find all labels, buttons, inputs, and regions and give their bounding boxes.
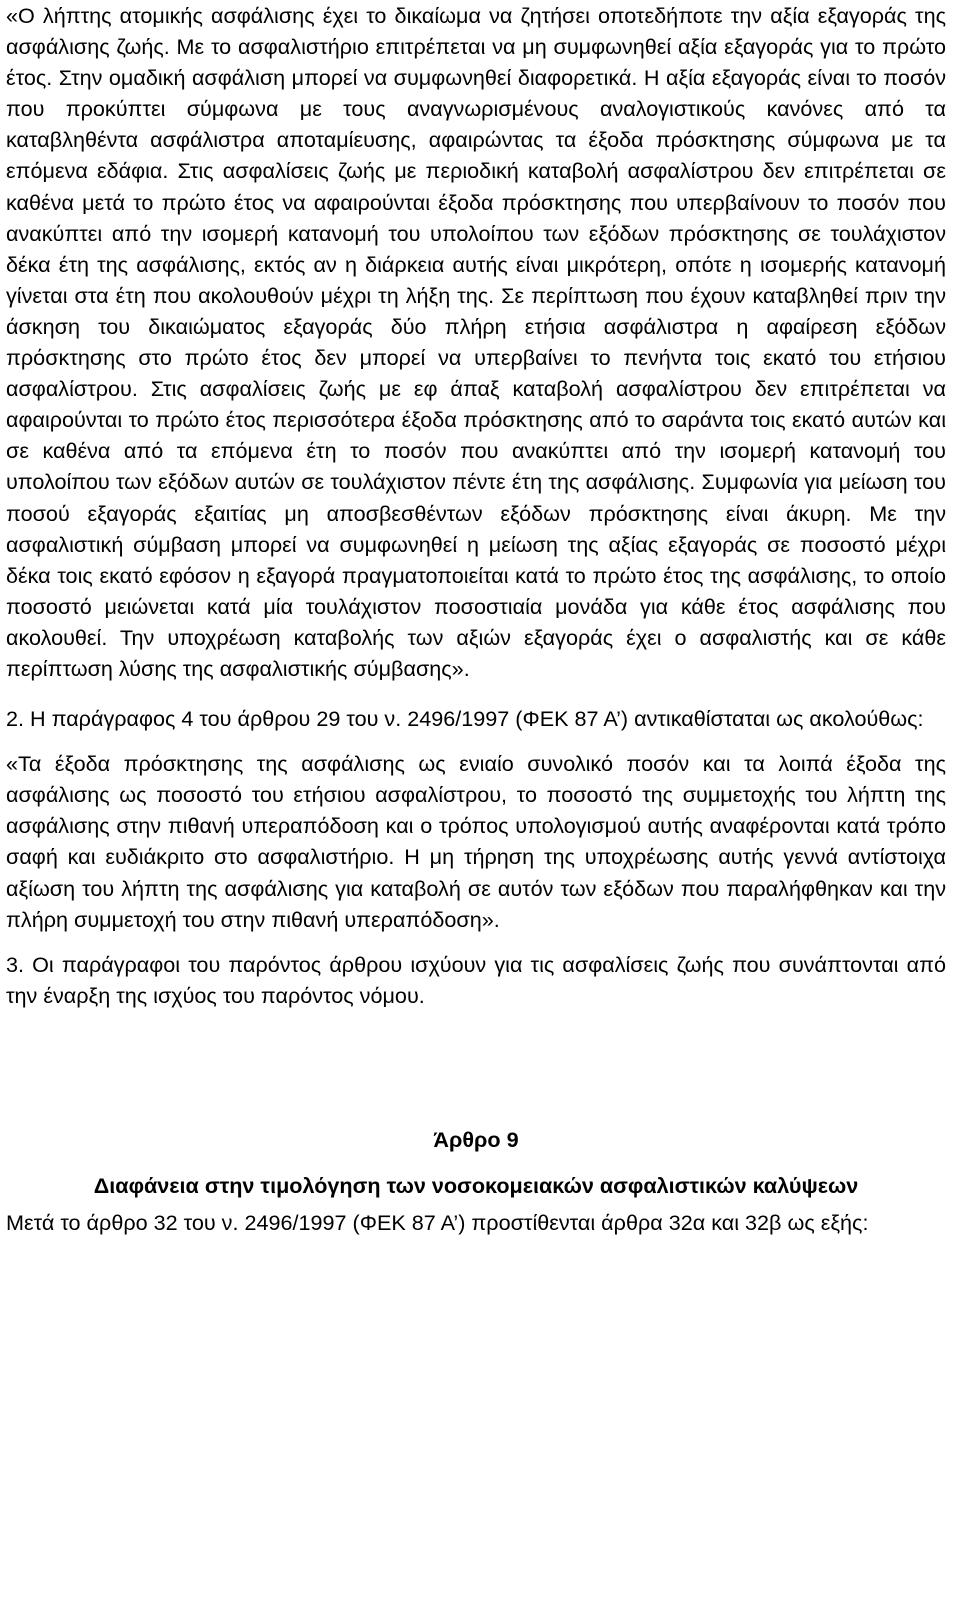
paragraph-acquisition-costs: «Τα έξοδα πρόσκτησης της ασφάλισης ως ενιαίο συνολικό ποσόν και τα λοιπά έξοδα της ασφάλισης ως ποσοστό του ετήσιου ασφαλίστρου, το ποσοστό της συμμετοχής του λήπτη της ασφάλισης στην πιθανή υπεραπόδοση και ο τρόπος υπολογισμού αυτής αναφέρονται κατά τρόπο σαφή και ευδιάκριτο στο ασφαλιστήριο. Η μη τήρηση της υποχρέωσης αυτής γεννά αντίστοιχα αξίωση του λήπτη της ασφάλισης για καταβολή σε αυτόν των εξόδων που παραλήφθηκαν και την πλήρη συμμετοχή του στην πιθανή υπεραπόδοση». — [6, 751, 946, 932]
paragraph-item-3: 3. Οι παράγραφοι του παρόντος άρθρου ισχύουν για τις ασφαλίσεις ζωής που συνάπτονται από την έναρξη της ισχύος του παρόντος νόμου. — [6, 951, 946, 1008]
paragraph-surrender-value: «Ο λήπτης ατομικής ασφάλισης έχει το δικαίωμα να ζητήσει οποτεδήποτε την αξία εξαγοράς της ασφάλισης ζωής. Με το ασφαλιστήριο επιτρέπεται να μη συμφωνηθεί αξία εξαγοράς για το πρώτο έτος. Στην ομαδική ασφάλιση μπορεί να συμφωνηθεί διαφορετικά. Η αξία εξαγοράς είναι το ποσόν που προκύπτει σύμφωνα με τους αναγνωρισμένους αναλογιστικούς κανόνες από τα καταβληθέντα ασφάλιστρα αποταμίευσης, αφαιρώντας τα έξοδα πρόσκτησης σύμφωνα με τα επόμενα εδάφια. Στις ασφαλίσεις ζωής με περιοδική καταβολή ασφαλίστρου δεν επιτρέπεται σε καθένα μετά το πρώτο έτος να αφαιρούνται έξοδα πρόσκτησης που υπερβαίνουν το ποσόν που ανακύπτει από την ισομερή κατανομή του υπολοίπου των εξόδων πρόσκτησης σε τουλάχιστον δέκα έτη της ασφάλισης, εκτός αν η διάρκεια αυτής είναι μικρότερη, οπότε η ισομερής κατανομή γίνεται στα έτη που ακολουθούν μέχρι τη λήξη της. Σε περίπτωση που έχουν καταβληθεί πριν την άσκηση του δικαιώματος εξαγοράς δύο πλήρη ετήσια ασφάλιστρα η αφαίρεση εξόδων πρόσκτησης στο πρώτο έτος δεν μπορεί να υπερβαίνει το πενήντα τοις εκατό του ετήσιου ασφαλίστρου. Στις ασφαλίσεις ζωής με εφ άπαξ καταβολή ασφαλίστρου δεν επιτρέπεται να αφαιρούνται το πρώτο έτος περισσότερα έξοδα πρόσκτησης από το σαράντα τοις εκατό αυτών και σε καθένα από τα επόμενα έτη το ποσόν που ανακύπτει από την ισομερή κατανομή του υπολοίπου των εξόδων αυτών σε τουλάχιστον πέντε έτη της ασφάλισης. Συμφωνία για μείωση του ποσού εξαγοράς εξαιτίας μη αποσβεσθέντων εξόδων πρόσκτησης είναι άκυρη. Με την ασφαλιστική σύμβαση μπορεί να συμφωνηθεί η μείωση της αξίας εξαγοράς σε ποσοστό μέχρι δέκα τοις εκατό εφόσον η εξαγορά πραγματοποιείται κατά το πρώτο έτος της ασφάλισης, το οποίο ποσοστό μειώνεται κατά μία τουλάχιστον ποσοστιαία μονάδα για κάθε έτος ασφάλισης που ακολουθεί. Την υποχρέωση καταβολής των αξιών εξαγοράς έχει ο ασφαλιστής και σε κάθε περίπτωση λύσης της ασφαλιστικής σύμβασης». — [6, 3, 946, 681]
paragraph-item-2: 2. Η παράγραφος 4 του άρθρου 29 του ν. 2496/1997 (ΦΕΚ 87 Α’) αντικαθίσταται ως ακολούθως: — [6, 706, 924, 732]
paragraph-article-intro: Μετά το άρθρο 32 του ν. 2496/1997 (ΦΕΚ 87 Α’) προστίθενται άρθρα 32α και 32β ως εξής: — [6, 1209, 869, 1235]
article-title: Άρθρο 9 — [433, 1126, 519, 1152]
article-subtitle: Διαφάνεια στην τιμολόγηση των νοσοκομειακών ασφαλιστικών καλύψεων — [93, 1172, 859, 1198]
